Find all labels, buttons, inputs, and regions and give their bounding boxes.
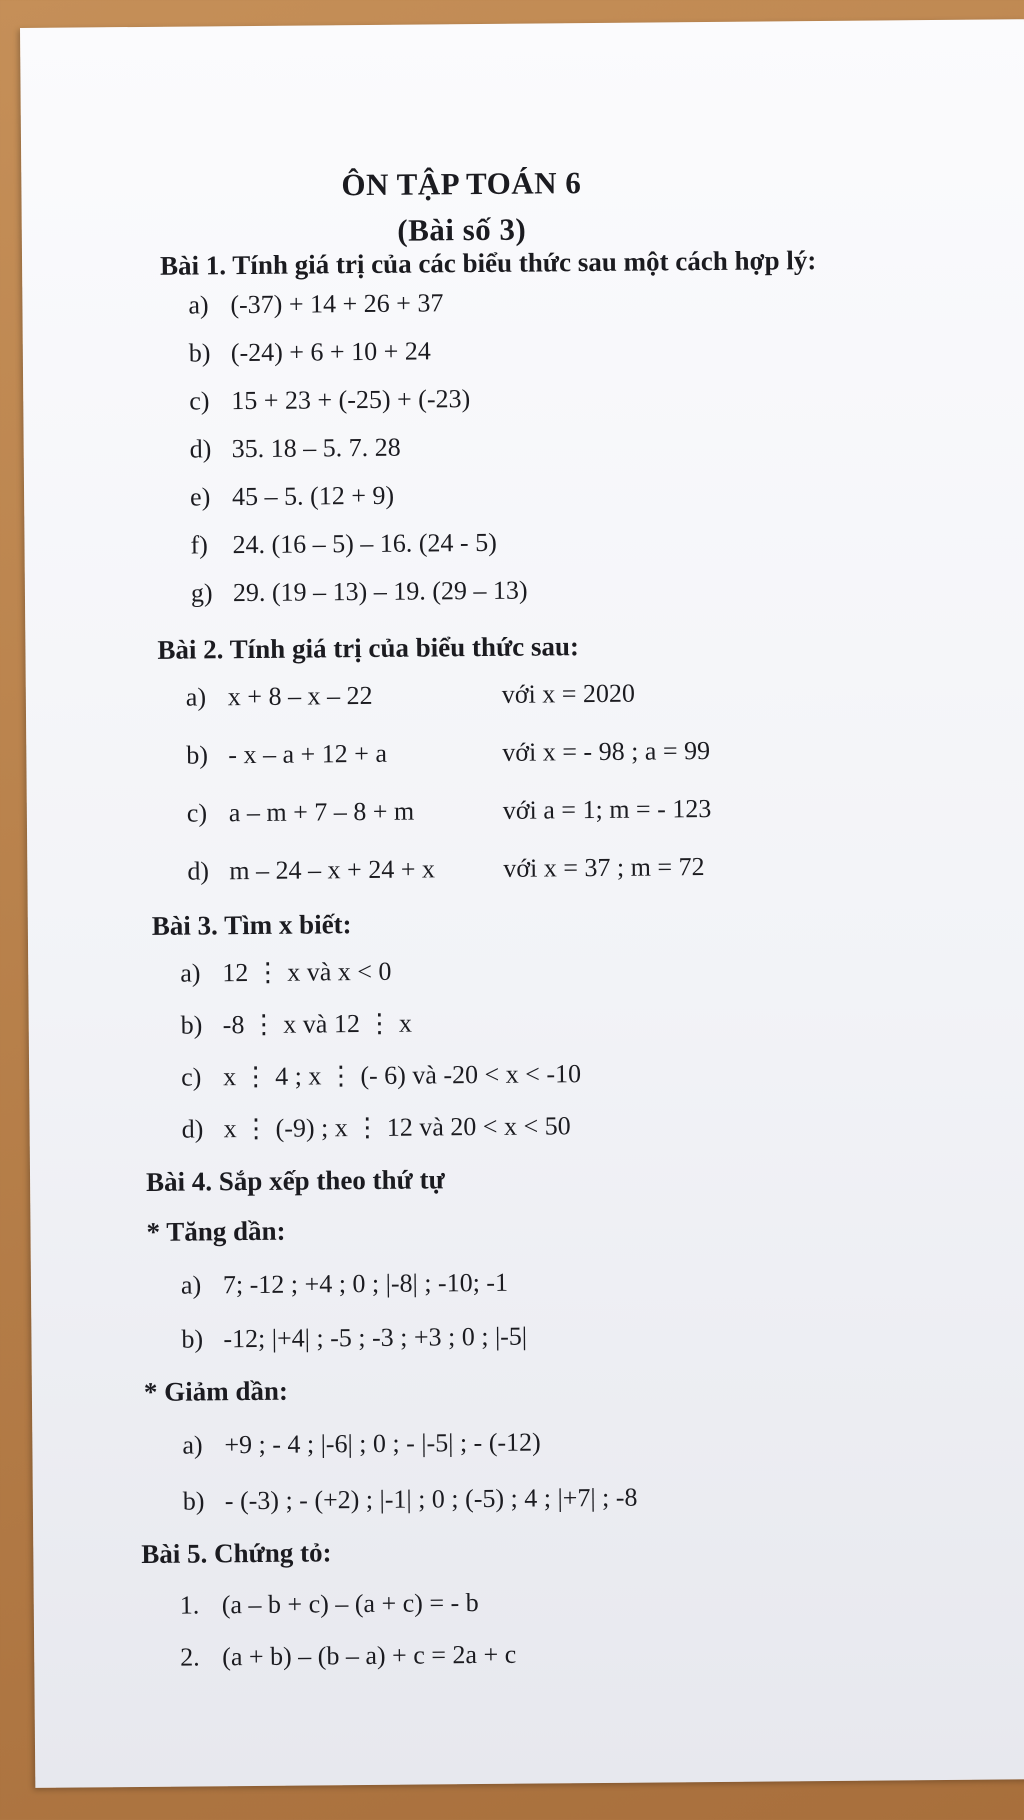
item-expression: x ⋮ 4 ; x ⋮ (- 6) và -20 < x < -10 bbox=[223, 1059, 582, 1092]
bai1-heading: Bài 1. Tính giá trị của các biểu thức sau một cách hợp lý: bbox=[159, 245, 817, 281]
item-label: c) bbox=[189, 386, 210, 416]
bai4-heading: Bài 4. Sắp xếp theo thứ tự bbox=[145, 1164, 445, 1197]
item-label: b) bbox=[182, 1486, 205, 1516]
bai2-heading: Bài 2. Tính giá trị của biểu thức sau: bbox=[157, 631, 580, 665]
list-item bbox=[181, 1111, 570, 1144]
item-expression: -8 ⋮ x và 12 ⋮ x bbox=[222, 1008, 413, 1040]
bai5-heading: Bài 5. Chứng tỏ: bbox=[141, 1537, 332, 1569]
item-expression: a – m + 7 – 8 + m bbox=[228, 796, 415, 828]
list-item bbox=[180, 1588, 479, 1621]
list-item bbox=[189, 336, 431, 368]
item-expression: (-37) + 14 + 26 + 37 bbox=[230, 288, 444, 320]
list-item bbox=[189, 384, 470, 416]
item-condition: với x = 37 ; m = 72 bbox=[503, 852, 705, 883]
list-item bbox=[186, 739, 387, 771]
item-expression: x + 8 – x – 22 bbox=[227, 680, 373, 712]
list-item bbox=[183, 1483, 638, 1517]
list-item bbox=[191, 576, 528, 609]
item-label: a) bbox=[185, 682, 207, 712]
item-label: c) bbox=[186, 798, 208, 828]
item-expression: - x – a + 12 + a bbox=[228, 738, 388, 770]
page-subtitle: (Bài số 3) bbox=[397, 211, 527, 248]
item-label: g) bbox=[190, 578, 213, 608]
item-condition: với x = - 98 ; a = 99 bbox=[502, 736, 711, 767]
item-expression: 24. (16 – 5) – 16. (24 - 5) bbox=[232, 527, 497, 560]
item-expression: 45 – 5. (12 + 9) bbox=[231, 480, 395, 512]
list-item bbox=[190, 433, 401, 465]
item-label: a) bbox=[180, 958, 201, 988]
item-label: c) bbox=[181, 1062, 202, 1092]
item-expression: 12 ⋮ x và x < 0 bbox=[222, 956, 392, 988]
list-item bbox=[190, 481, 394, 513]
item-label: d) bbox=[187, 856, 210, 886]
item-expression: 29. (19 – 13) – 19. (29 – 13) bbox=[232, 575, 528, 608]
page-title: ÔN TẬP TOÁN 6 bbox=[341, 165, 582, 203]
item-label: a) bbox=[188, 290, 209, 320]
item-label: b) bbox=[188, 338, 211, 368]
list-item bbox=[187, 854, 435, 886]
bai4-ascending-heading: * Tăng dần: bbox=[146, 1215, 286, 1247]
item-condition: với a = 1; m = - 123 bbox=[502, 793, 712, 825]
item-label: b) bbox=[181, 1324, 204, 1354]
item-expression: (-24) + 6 + 10 + 24 bbox=[230, 336, 431, 368]
item-expression: 15 + 23 + (-25) + (-23) bbox=[231, 384, 471, 416]
list-item bbox=[181, 1268, 508, 1301]
item-expression: 35. 18 – 5. 7. 28 bbox=[231, 432, 401, 464]
item-expression: m – 24 – x + 24 + x bbox=[229, 854, 436, 886]
bai4-descending-heading: * Giảm dần: bbox=[143, 1375, 289, 1407]
item-expression: -12; |+4| ; -5 ; -3 ; +3 ; 0 ; |-5| bbox=[223, 1321, 528, 1354]
list-item bbox=[187, 797, 415, 829]
list-item bbox=[180, 1640, 516, 1673]
list-item bbox=[182, 1428, 541, 1461]
item-label: e) bbox=[189, 482, 211, 512]
item-expression: (a + b) – (b – a) + c = 2a + c bbox=[222, 1639, 517, 1672]
list-item bbox=[181, 1059, 581, 1092]
item-expression: - (-3) ; - (+2) ; |-1| ; 0 ; (-5) ; 4 ; |+7| ; -8 bbox=[224, 1482, 638, 1516]
item-label: b) bbox=[186, 740, 209, 770]
list-item bbox=[190, 528, 497, 561]
item-label: 2. bbox=[180, 1642, 200, 1672]
bai3-heading: Bài 3. Tìm x biết: bbox=[151, 909, 352, 941]
item-label: a) bbox=[180, 1270, 202, 1300]
item-condition: với x = 2020 bbox=[501, 678, 636, 709]
item-expression: (a – b + c) – (a + c) = - b bbox=[221, 1588, 479, 1620]
item-expression: 7; -12 ; +4 ; 0 ; |-8| ; -10; -1 bbox=[222, 1267, 509, 1300]
item-label: b) bbox=[180, 1010, 203, 1040]
list-item bbox=[186, 681, 373, 713]
list-item bbox=[188, 288, 443, 320]
item-label: a) bbox=[182, 1430, 203, 1460]
item-label: f) bbox=[190, 530, 208, 560]
item-label: d) bbox=[181, 1114, 204, 1144]
item-expression: +9 ; - 4 ; |-6| ; 0 ; - |-5| ; - (-12) bbox=[224, 1427, 541, 1460]
list-item bbox=[181, 1322, 527, 1355]
item-label: 1. bbox=[179, 1590, 200, 1620]
item-expression: x ⋮ (-9) ; x ⋮ 12 và 20 < x < 50 bbox=[223, 1111, 571, 1144]
worksheet-content bbox=[20, 19, 1024, 1788]
paper-sheet bbox=[20, 19, 1024, 1788]
list-item bbox=[181, 1009, 412, 1041]
item-label: d) bbox=[189, 434, 212, 464]
list-item bbox=[180, 957, 391, 989]
